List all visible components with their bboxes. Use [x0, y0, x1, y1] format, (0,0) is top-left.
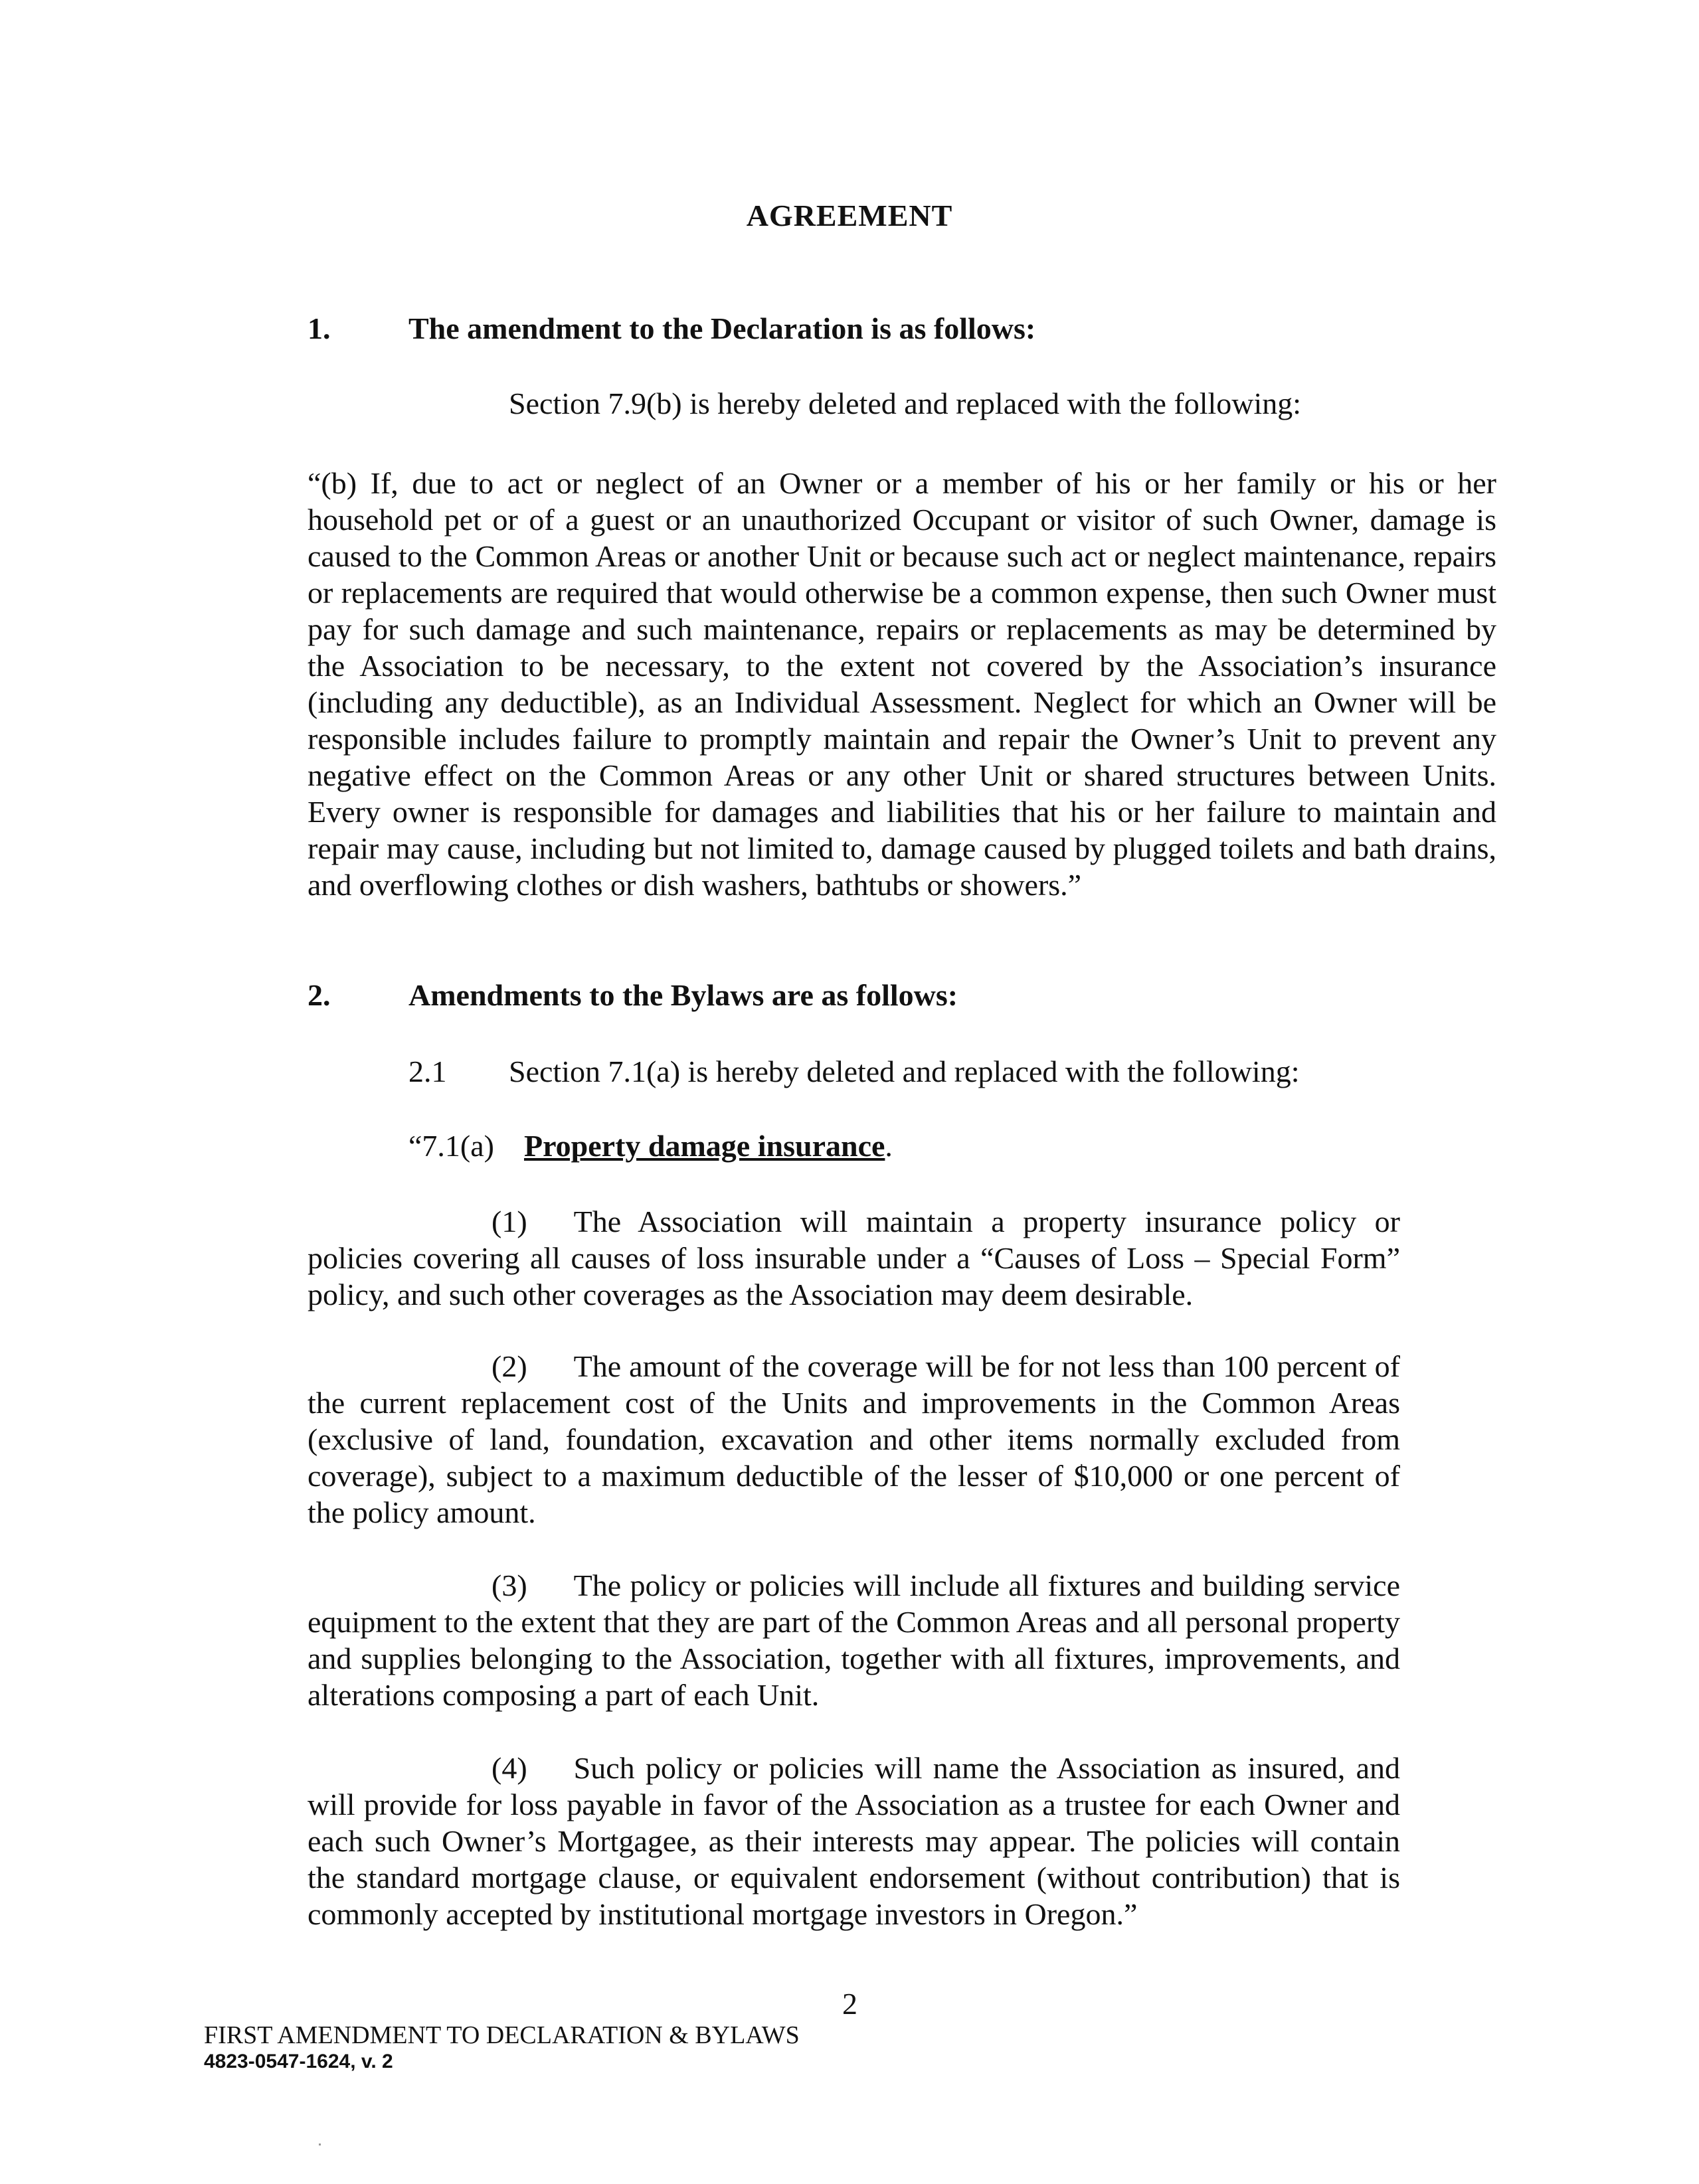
- subsection-number: 2.1: [408, 1054, 447, 1088]
- section-1-paragraph: “(b) If, due to act or neglect of an Owner or a member of his or her family or his or her household pet or of a guest or an unauthorized Occupant or visitor of such Owner, damage is caused to the Common Areas or another Unit or because such act or neglect maintenance, repairs or replacements are required that would otherwise be a common expense, then such Owner must pay for such damage and such maintenance, repairs or replacements as may be determined by the Association to be necessary, to the extent not covered by the Association’s insurance (including any deductible), as an Individual Assessment. Neglect for which an Owner will be responsible includes failure to promptly maintain and repair the Owner’s Unit to prevent any negative effect on the Common Areas or any other Unit or shared structures between Units. Every owner is responsible for damages and liabilities that his or her failure to maintain and repair may cause, including but not limited to, damage caused by plugged toilets and bath drains, and overflowing clothes or dish washers, bathtubs or showers.”: [308, 466, 1496, 902]
- clause-label: “7.1(a): [408, 1129, 494, 1163]
- item-text: The amount of the coverage will be for not less than 100 percent of the current replacement cost of the Units and improvements in the Common Areas (exclusive of land, foundation, excavation and other items normally excluded from coverage), subject to a maximum deductible of the lesser of $10,000 or one percent of the policy amount.: [308, 1349, 1400, 1529]
- section-2-heading: Amendments to the Bylaws are as follows:: [408, 978, 958, 1012]
- footer-doc-id: 4823-0547-1624, v. 2: [204, 2051, 393, 2072]
- clause-title-end: .: [885, 1129, 893, 1163]
- section-1-heading: The amendment to the Declaration is as follows:: [408, 311, 1036, 345]
- section-2-number: 2.: [308, 978, 331, 1012]
- item-text: The Association will maintain a property insurance policy or policies covering all causes of loss insurable under a “Causes of Loss – Special Form” policy, and such other coverages as the Association may deem desirable.: [308, 1205, 1400, 1311]
- item-label: (2): [492, 1349, 527, 1383]
- clause-heading: [408, 1128, 893, 1164]
- list-item: [308, 1203, 1400, 1313]
- list-item: [308, 1567, 1400, 1713]
- subsection-intro: Section 7.1(a) is hereby deleted and replaced with the following:: [509, 1054, 1300, 1088]
- item-text: The policy or policies will include all fixtures and building service equipment to the extent that they are part of the Common Areas and all personal property and supplies belonging to the Association, together with all fixtures, improvements, and alterations composing a part of each Unit.: [308, 1568, 1400, 1712]
- scan-speck: [319, 2143, 321, 2145]
- clause-title: Property damage insurance: [523, 1129, 885, 1163]
- item-label: (1): [492, 1205, 527, 1238]
- page-title: AGREEMENT: [746, 199, 953, 232]
- list-item: [308, 1348, 1400, 1531]
- item-label: (3): [492, 1568, 527, 1602]
- page-number: 2: [842, 1987, 857, 2021]
- footer-title: FIRST AMENDMENT TO DECLARATION & BYLAWS: [204, 2021, 800, 2049]
- section-1-number: 1.: [308, 311, 331, 345]
- list-item: [308, 1750, 1400, 1932]
- item-label: (4): [492, 1751, 527, 1785]
- section-1-intro: Section 7.9(b) is hereby deleted and replaced with the following:: [509, 386, 1302, 420]
- item-text: Such policy or policies will name the Association as insured, and will provide for loss payable in favor of the Association as a trustee for each Owner and each such Owner’s Mortgagee, as their interests may appear. The policies will contain the standard mortgage clause, or equivalent endorsement (without contribution) that is commonly accepted by institutional mortgage investors in Oregon.”: [308, 1751, 1400, 1931]
